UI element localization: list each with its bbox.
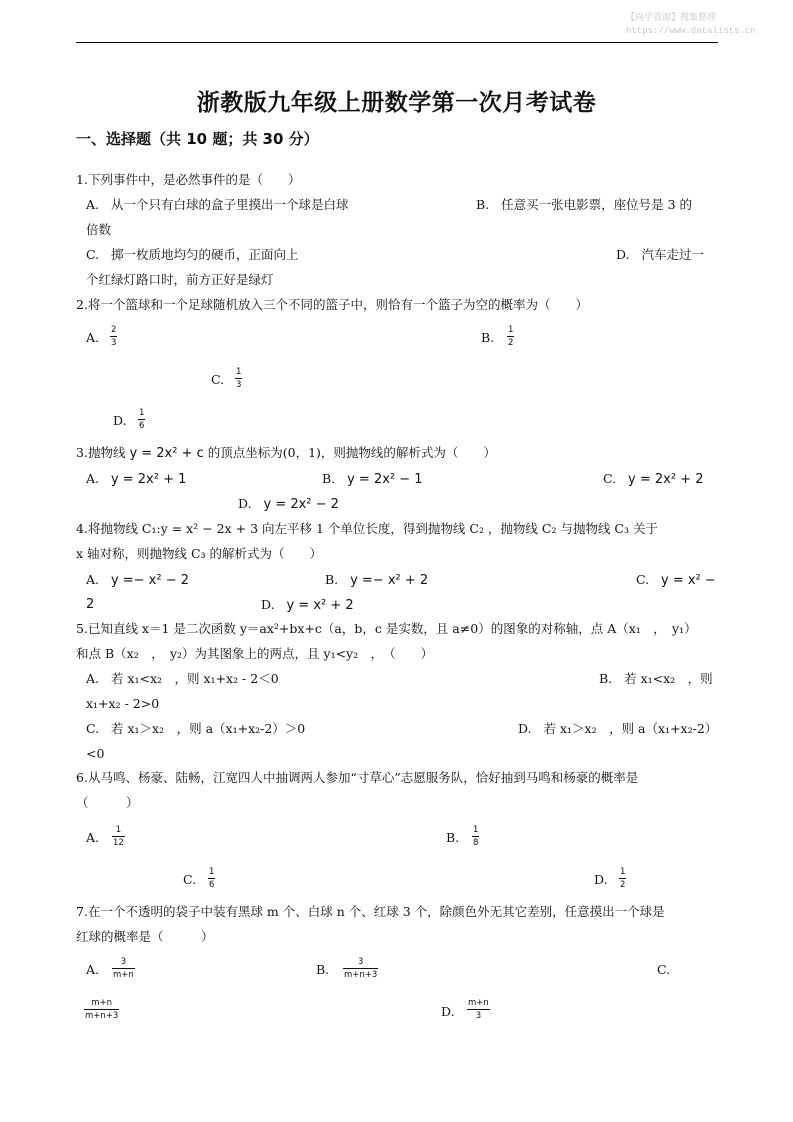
option-b-fraction[interactable]: 1 8 [473,825,479,848]
option-b-label[interactable]: B. [316,962,330,977]
option-d-continued: 个红绿灯路口时，前方正好是绿灯 [86,272,274,287]
option-c[interactable]: C. y = 2x² + 2 [603,471,704,487]
option-b-continued: 倍数 [86,222,112,237]
question-stem: 1.下列事件中，是必然事件的是（ ） [76,172,301,187]
option-c[interactable]: C. 若 x₁＞x₂ ，则 a（x₁+x₂-2）＞0 [86,721,306,736]
option-b-label[interactable]: B. [446,830,460,845]
question-number: 4. [76,521,88,536]
option-c-label[interactable]: C. [183,872,197,887]
option-d-continued: <0 [86,746,105,761]
section-heading: 一、选择题（共 10 题；共 30 分） [76,130,319,148]
question-stem-line1: 5.已知直线 x＝1 是二次函数 y＝ax²+bx+c（a，b，c 是实数，且 a≠0）的图象的对称轴，点 A（x₁ ， y₁） [76,621,697,636]
option-b[interactable]: B. y = 2x² − 1 [322,471,423,487]
question-number: 6. [76,770,88,785]
question-stem: 3.抛物线 y = 2x² + c 的顶点坐标为(0，1)，则抛物线的解析式为（ ） [76,445,496,461]
option-b-continued: x₁+x₂ - 2>0 [86,696,160,711]
option-c-fraction[interactable]: 1 6 [209,867,215,890]
header-rule [76,42,718,43]
option-d[interactable]: D. y = x² + 2 [261,597,354,613]
question-stem-line2: x 轴对称，则抛物线 C₃ 的解析式为（ ） [76,546,323,561]
option-b[interactable]: B. y =− x² + 2 [325,572,429,588]
question-number: 1. [76,172,88,187]
option-c-continued: 2 [86,597,95,612]
question-stem-line1: 6.从马鸣、杨豪、陆畅，江宽四人中抽调两人参加“寸草心”志愿服务队，恰好抽到马鸣和杨豪的概率是 [76,770,639,785]
option-c[interactable]: C. y = x² − [636,572,716,588]
option-d-label[interactable]: D. [441,1004,455,1019]
watermark-source: 【尚学资源】搜集整理 [626,13,717,23]
option-d-label[interactable]: D. [113,413,127,428]
option-b-fraction[interactable]: 3 m+n+3 [344,957,378,980]
option-a[interactable]: A. y = 2x² + 1 [86,471,187,487]
option-d[interactable]: D. 汽车走过一 [616,247,704,262]
option-d[interactable]: D. y = 2x² − 2 [238,496,339,512]
option-c-fraction[interactable]: 1 3 [236,367,242,390]
equation: y = 2x² + c [129,446,204,461]
option-a-fraction[interactable]: 1 12 [113,825,124,848]
option-c-label[interactable]: C. [211,372,225,387]
option-b-fraction[interactable]: 1 2 [508,325,514,348]
option-a-fraction[interactable]: 2 3 [111,325,117,348]
option-a[interactable]: A. y =− x² − 2 [86,572,190,588]
option-c-fraction[interactable]: m+n m+n+3 [85,998,119,1021]
option-d-fraction[interactable]: 1 2 [620,867,626,890]
question-number: 7. [76,904,88,919]
question-stem-line2: 和点 B（x₂ ， y₂）为其图象上的两点，且 y₁<y₂ ， （ ） [76,646,434,661]
option-a-label[interactable]: A. [86,830,100,845]
question-stem-line1: 4.将抛物线 C₁:y = x² − 2x + 3 向左平移 1 个单位长度，得到抛物线 C₂ ，抛物线 C₂ 与抛物线 C₃ 关于 [76,521,658,536]
question-stem: 2.将一个篮球和一个足球随机放入三个不同的篮子中，则恰有一个篮子为空的概率为（ ） [76,297,588,312]
option-a-label[interactable]: A. [86,330,100,345]
question-stem-line1: 7.在一个不透明的袋子中装有黑球 m 个、白球 n 个、红球 3 个，除颜色外无其它差别，任意摸出一个球是 [76,904,665,919]
option-d[interactable]: D. 若 x₁＞x₂ ，则 a（x₁+x₂-2） [518,721,718,736]
option-b[interactable]: B. 若 x₁<x₂ ，则 [599,671,713,686]
question-stem-line2: （ ） [76,795,139,810]
question-number: 5. [76,621,88,636]
question-number: 2. [76,297,88,312]
option-a[interactable]: A. 从一个只有白球的盒子里摸出一个球是白球 [86,197,349,212]
watermark-url: https://www.datalists.cn [626,26,756,36]
option-b[interactable]: B. 任意买一张电影票，座位号是 3 的 [476,197,692,212]
question-number: 3. [76,445,88,460]
option-a[interactable]: A. 若 x₁<x₂ ，则 x₁+x₂ - 2＜0 [86,671,279,686]
option-d-label[interactable]: D. [594,872,608,887]
option-d-fraction[interactable]: 1 6 [139,408,145,431]
page-title: 浙教版九年级上册数学第一次月考试卷 [196,90,597,116]
option-d-fraction[interactable]: m+n 3 [468,998,489,1021]
option-a-fraction[interactable]: 3 m+n [113,957,134,980]
question-stem-line2: 红球的概率是（ ） [76,929,214,944]
option-a-label[interactable]: A. [86,962,100,977]
option-c-label[interactable]: C. [657,962,671,977]
option-c[interactable]: C. 掷一枚质地均匀的硬币，正面向上 [86,247,299,262]
option-b-label[interactable]: B. [481,330,495,345]
